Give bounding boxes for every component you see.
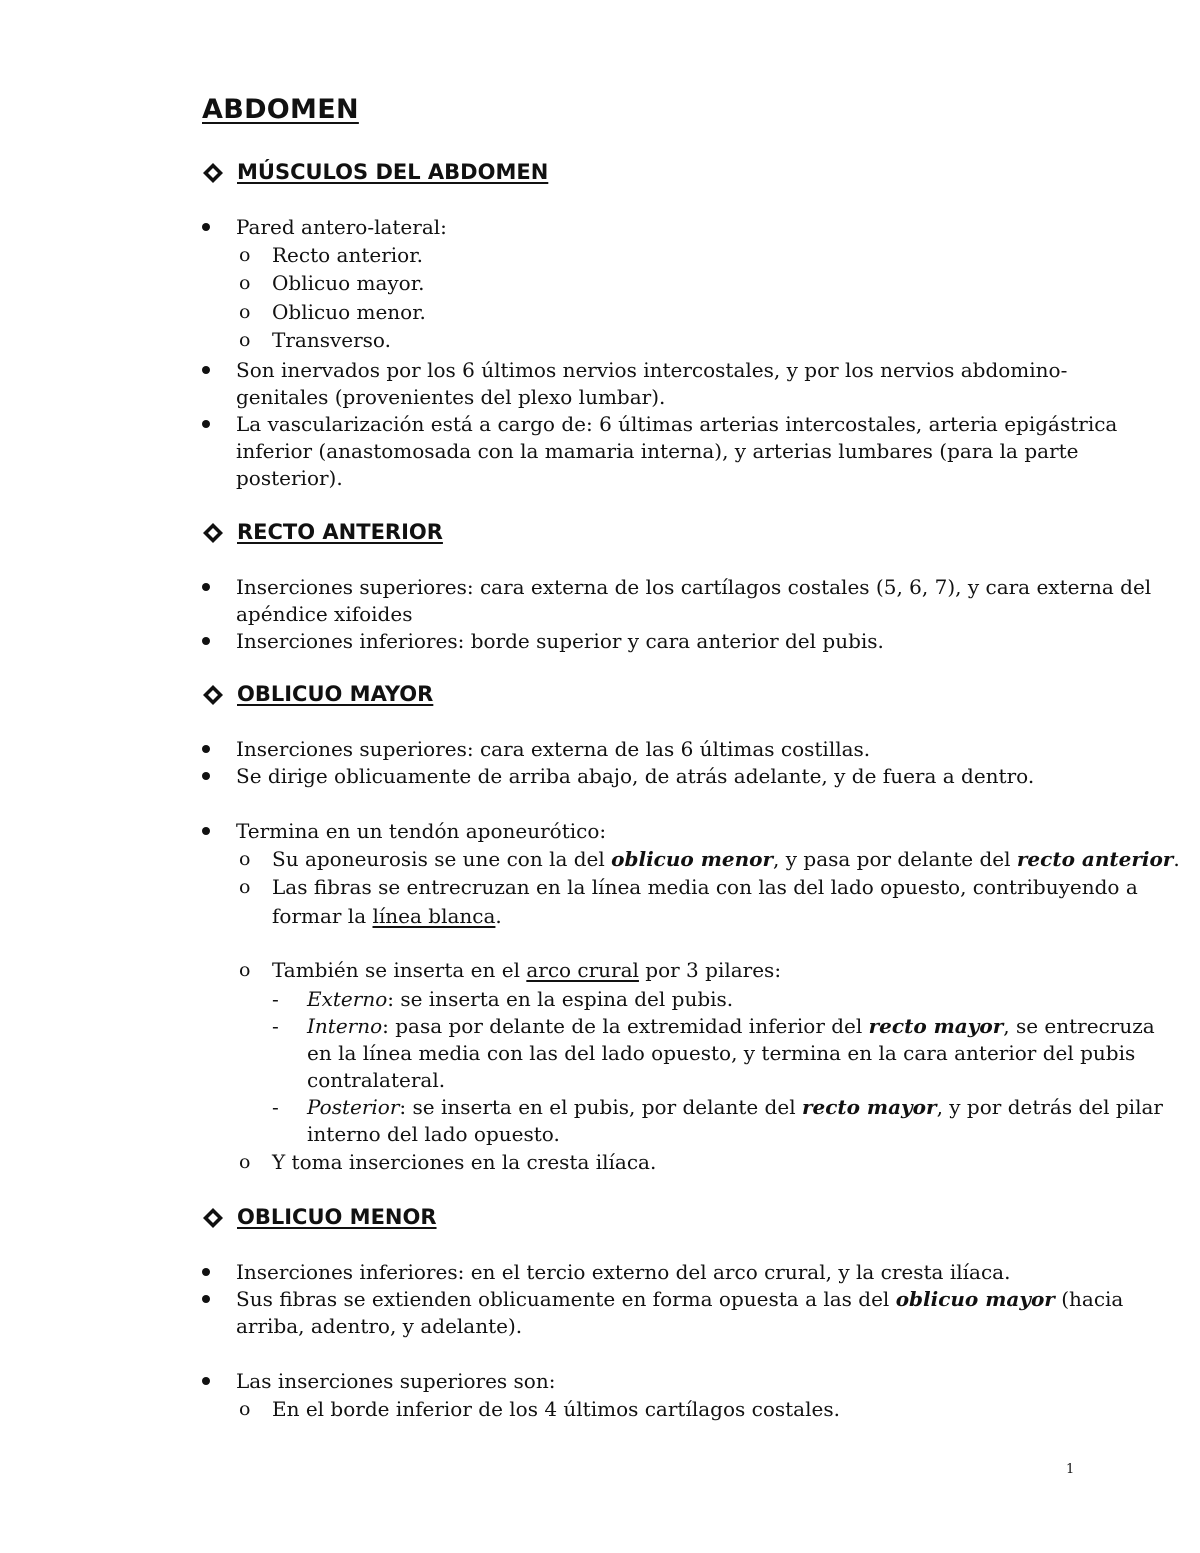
pilar-item	[307, 986, 733, 1013]
list-item-continuation: apéndice xifoides	[236, 602, 413, 626]
emphasis-text: recto mayor	[801, 1095, 937, 1119]
bullet-icon	[202, 1377, 210, 1385]
text-run: .	[495, 904, 502, 928]
section-title: OBLICUO MAYOR	[237, 682, 434, 706]
sublist-item: Las fibras se entrecruzan en la línea media con las del lado opuesto, contribuyendo a	[272, 875, 1138, 899]
list-item-continuation: arriba, adentro, y adelante).	[236, 1314, 523, 1338]
circle-bullet-icon: o	[239, 272, 251, 294]
list-item: Inserciones inferiores: en el tercio externo del arco crural, y la cresta ilíaca.	[236, 1260, 1011, 1284]
sublist-item: Recto anterior.	[272, 243, 423, 267]
circle-bullet-icon: o	[239, 329, 251, 351]
bullet-icon	[202, 1295, 210, 1303]
emphasis-text: recto anterior	[1016, 847, 1174, 871]
circle-bullet-icon: o	[239, 848, 251, 870]
text-run: : se inserta en la espina del pubis.	[387, 987, 734, 1011]
section-title: MÚSCULOS DEL ABDOMEN	[237, 160, 549, 184]
circle-bullet-icon: o	[239, 1398, 251, 1420]
diamond-bullet-icon	[202, 162, 224, 184]
document-title: ABDOMEN	[202, 94, 359, 125]
section-title: RECTO ANTERIOR	[237, 520, 443, 544]
circle-bullet-icon: o	[239, 244, 251, 266]
sublist-item: Y toma inserciones en la cresta ilíaca.	[272, 1150, 657, 1174]
text-run: formar la	[272, 904, 373, 928]
sublist-item: Oblicuo mayor.	[272, 271, 425, 295]
text-run: También se inserta en el	[272, 958, 527, 982]
sublist-item	[272, 957, 781, 984]
sublist-item: Transverso.	[272, 328, 391, 352]
circle-bullet-icon: o	[239, 1151, 251, 1173]
diamond-bullet-icon	[202, 1207, 224, 1229]
sublist-item	[272, 846, 1180, 873]
bullet-icon	[202, 366, 210, 374]
bullet-icon	[202, 637, 210, 645]
sublist-item: En el borde inferior de los 4 últimos cartílagos costales.	[272, 1397, 840, 1421]
emphasis-text: recto mayor	[868, 1014, 1004, 1038]
pilar-item-continuation: en la línea media con las del lado opuesto, y termina en la cara anterior del pubis	[307, 1041, 1136, 1065]
list-item: Termina en un tendón aponeurótico:	[236, 819, 607, 843]
pilar-item	[307, 1013, 1155, 1040]
list-item: Inserciones superiores: cara externa de las 6 últimas costillas.	[236, 737, 871, 761]
text-run: .	[1173, 847, 1180, 871]
list-item-continuation: posterior).	[236, 466, 343, 490]
bullet-icon	[202, 583, 210, 591]
bullet-icon	[202, 827, 210, 835]
circle-bullet-icon: o	[239, 959, 251, 981]
dash-bullet-icon: -	[272, 1095, 279, 1119]
italic-term: Interno	[307, 1014, 383, 1038]
pilar-item	[307, 1094, 1163, 1121]
diamond-bullet-icon	[202, 522, 224, 544]
dash-bullet-icon: -	[272, 987, 279, 1011]
text-run: Sus fibras se extienden oblicuamente en forma opuesta a las del	[236, 1287, 896, 1311]
text-run: , y por detrás del pilar	[936, 1095, 1163, 1119]
pilar-item-continuation: interno del lado opuesto.	[307, 1122, 560, 1146]
bullet-icon	[202, 1268, 210, 1276]
list-item: Las inserciones superiores son:	[236, 1369, 556, 1393]
list-item: Inserciones inferiores: borde superior y cara anterior del pubis.	[236, 629, 884, 653]
diamond-bullet-icon	[202, 684, 224, 706]
sublist-item-continuation	[272, 903, 502, 930]
sublist-item: Oblicuo menor.	[272, 300, 426, 324]
text-run: : pasa por delante de la extremidad inferior del	[382, 1014, 869, 1038]
italic-term: Posterior	[307, 1095, 400, 1119]
bullet-icon	[202, 223, 210, 231]
bullet-icon	[202, 772, 210, 780]
list-item: Se dirige oblicuamente de arriba abajo, de atrás adelante, y de fuera a dentro.	[236, 764, 1035, 788]
list-item: Son inervados por los 6 últimos nervios intercostales, y por los nervios abdomino-	[236, 358, 1068, 382]
text-run: Su aponeurosis se une con la del	[272, 847, 612, 871]
underlined-term: línea blanca	[372, 904, 496, 928]
circle-bullet-icon: o	[239, 876, 251, 898]
pilar-item-continuation: contralateral.	[307, 1068, 446, 1092]
list-item: La vascularización está a cargo de: 6 últimas arterias intercostales, arteria epigástrica	[236, 412, 1118, 436]
text-run: , y pasa por delante del	[773, 847, 1017, 871]
text-run: por 3 pilares:	[638, 958, 782, 982]
page-number: 1	[1066, 1462, 1075, 1477]
list-item-continuation: inferior (anastomosada con la mamaria interna), y arterias lumbares (para la parte	[236, 439, 1079, 463]
text-run: : se inserta en el pubis, por delante del	[399, 1095, 802, 1119]
emphasis-text: oblicuo mayor	[895, 1287, 1055, 1311]
list-item: Pared antero-lateral:	[236, 215, 447, 239]
list-item: Inserciones superiores: cara externa de los cartílagos costales (5, 6, 7), y cara externa del	[236, 575, 1152, 599]
section-title: OBLICUO MENOR	[237, 1205, 437, 1229]
bullet-icon	[202, 420, 210, 428]
text-run: , se entrecruza	[1003, 1014, 1155, 1038]
text-run: (hacia	[1054, 1287, 1124, 1311]
underlined-term: arco crural	[526, 958, 639, 982]
list-item-continuation: genitales (provenientes del plexo lumbar).	[236, 385, 666, 409]
circle-bullet-icon: o	[239, 301, 251, 323]
italic-term: Externo	[307, 987, 388, 1011]
list-item	[236, 1286, 1123, 1313]
emphasis-text: oblicuo menor	[611, 847, 774, 871]
bullet-icon	[202, 745, 210, 753]
dash-bullet-icon: -	[272, 1014, 279, 1038]
